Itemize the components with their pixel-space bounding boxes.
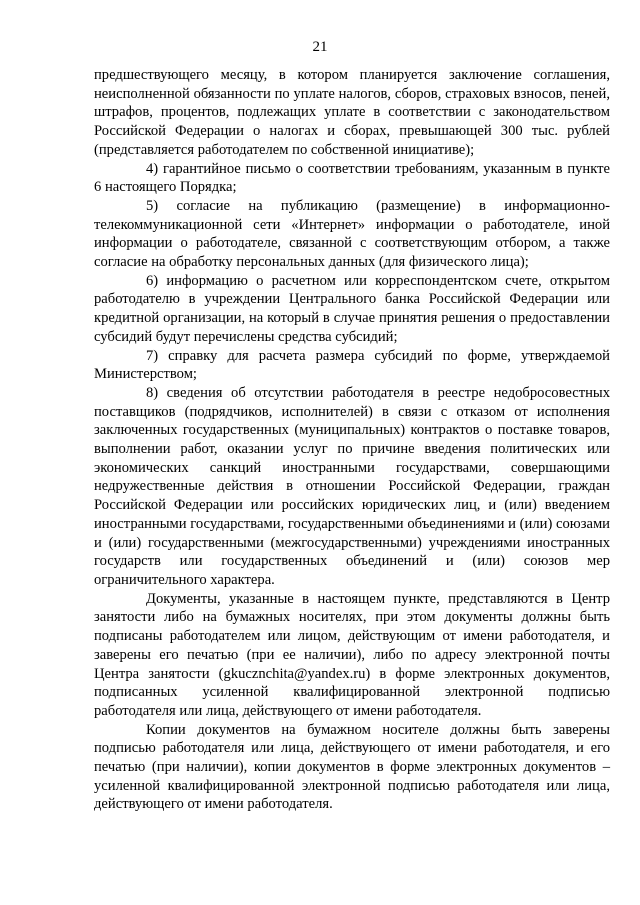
paragraph-item-4: 4) гарантийное письмо о соответствии требованиям, указанным в пункте 6 настоящего Порядка; [94,160,610,196]
paragraph-documents: Документы, указанные в настоящем пункте, представляются в Центр занятости либо на бумажных носителях, при этом документы должны быть подписаны работодателем или лицом, действующим от имени работодателя, и заверены его печатью (при ее наличии), либо по адресу электронной почты Центра занятости (gkucznchita@yandex.ru) в форме электронных документов, подписанных усиленной квалифицированной электронной подписью работодателя или лица, действующего от имени работодателя. [94,590,610,719]
document-body [94,66,610,814]
paragraph-continuation: предшествующего месяцу, в котором планируется заключение соглашения, неисполненной обязанности по уплате налогов, сборов, страховых взносов, пеней, штрафов, процентов, подлежащих уплате в соответствии с законодательством Российской Федерации о налогах и сборах, превышающей 300 тыс. рублей (представляется работодателем по собственной инициативе); [94,67,610,158]
paragraph-item-5: 5) согласие на публикацию (размещение) в информационно-телекоммуникационной сети «Интернет» информации о работодателе, иной информации о работодателе, связанной с соответствующим отбором, а также согласие на обработку персональных данных (для физического лица); [94,197,610,271]
paragraph-item-8: 8) сведения об отсутствии работодателя в реестре недобросовестных поставщиков (подрядчиков, исполнителей) в связи с отказом от исполнения заключенных государственных (муниципальных) контрактов о поставке товаров, выполнении работ, оказании услуг по причине введения политических или экономических санкций иностранными государствами, совершающими недружественные действия в отношении Российской Федерации, граждан Российской Федерации или российских юридических лиц, и (или) введением иностранными государствами, государственными объединениями и (или) союзами и (или) государственными (межгосударственными) учреждениями иностранных государств или государственных объединений и (или) союзов мер ограничительного характера. [94,384,610,588]
paragraph-item-6: 6) информацию о расчетном или корреспондентском счете, открытом работодателю в учреждении Центрального банка Российской Федерации или кредитной организации, на который в случае принятия решения о предоставлении субсидий будут перечислены средства субсидий; [94,272,610,345]
paragraph-item-7: 7) справку для расчета размера субсидий по форме, утверждаемой Министерством; [94,347,610,383]
paragraph-copies: Копии документов на бумажном носителе должны быть заверены подписью работодателя или лица, действующего от имени работодателя, и его печатью (при наличии), копии документов в форме электронных документов – усиленной квалифицированной электронной подписью работодателя или лица, действующего от имени работодателя. [94,721,610,813]
page-number: 21 [312,39,328,55]
